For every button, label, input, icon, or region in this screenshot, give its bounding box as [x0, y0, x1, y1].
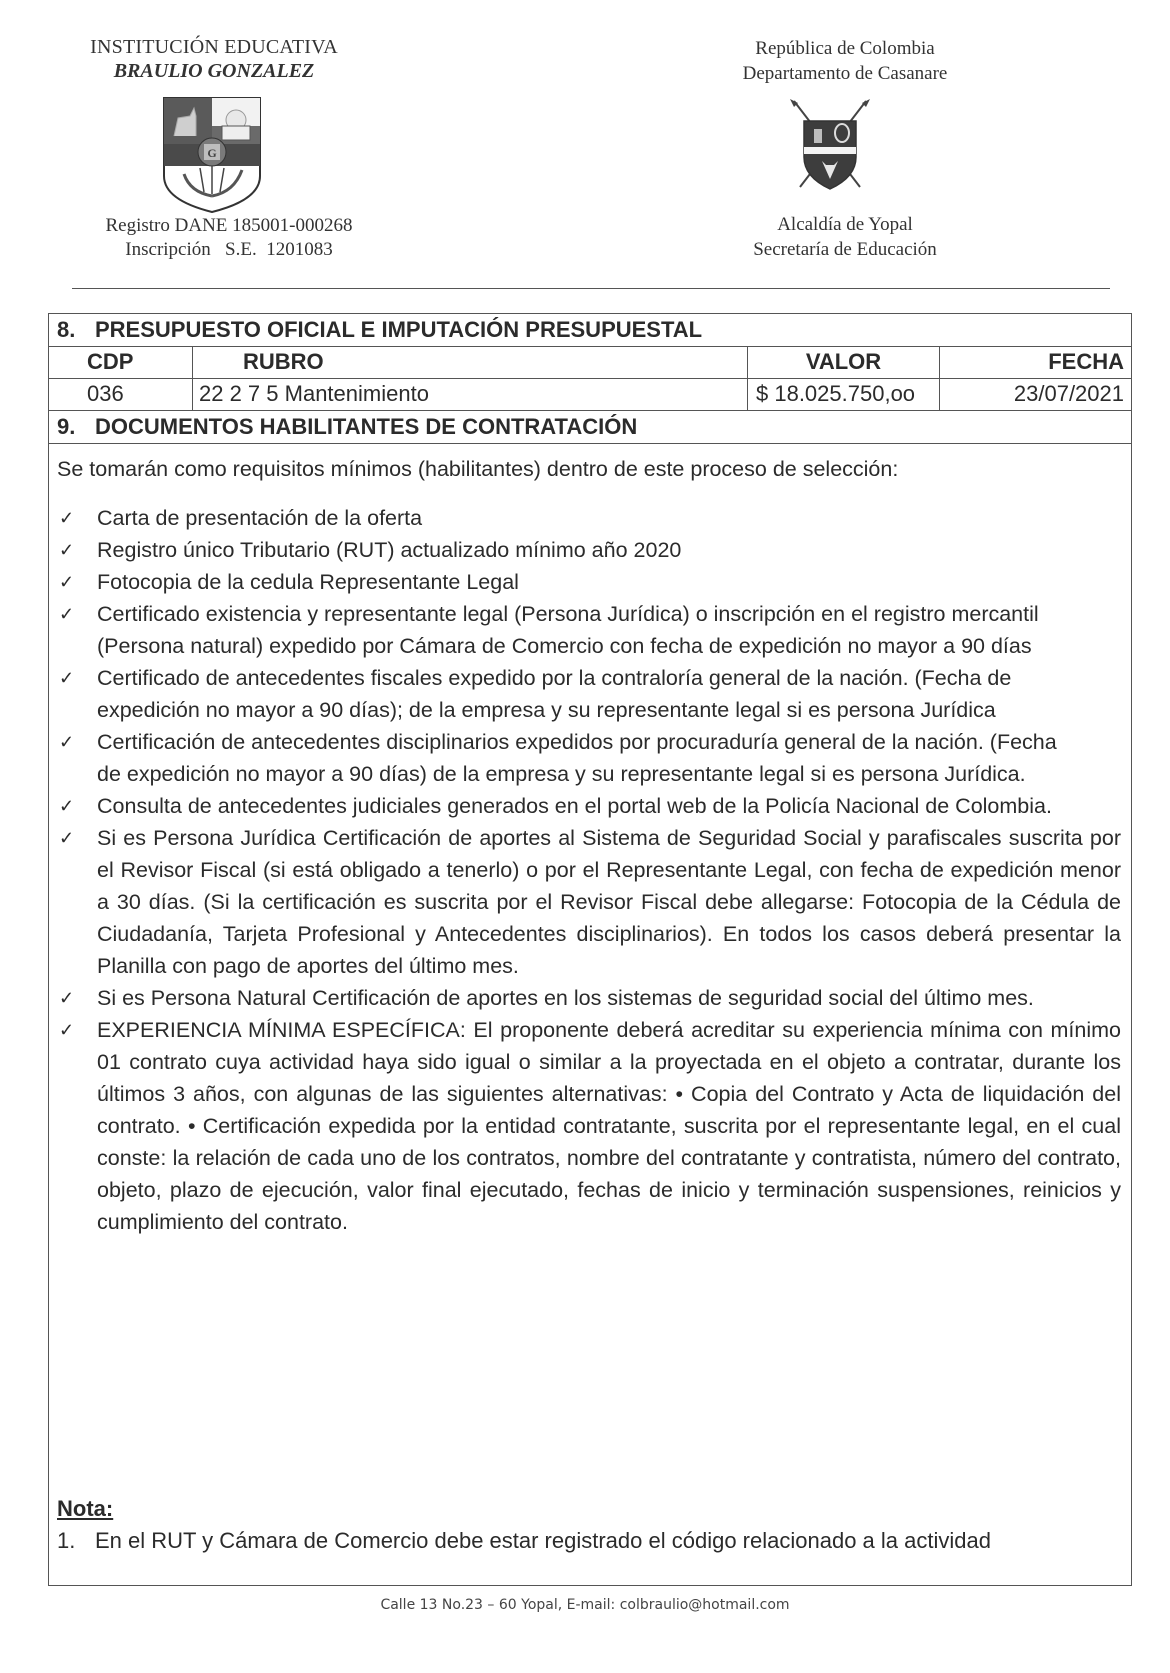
checkmark-icon: ✓ [59, 796, 75, 816]
cell-valor: $ 18.025.750,oo [748, 379, 940, 410]
alcaldia-name: Alcaldía de Yopal [777, 214, 913, 235]
budget-table-row [49, 379, 1131, 411]
checkmark-icon: ✓ [59, 540, 75, 560]
column-header-valor: VALOR [748, 347, 940, 378]
column-header-cdp: CDP [49, 347, 193, 378]
nota-label: Nota: [57, 1496, 114, 1521]
requirement-item: ✓ Certificado existencia y representante legal (Persona Jurídica) o inscripción en el registro mercantil (Persona natural) expedido por Cámara de Comercio con fecha de expedición no mayor a 90 días [59, 598, 1121, 662]
page-footer: Calle 13 No.23 – 60 Yopal, E-mail: colbraulio@hotmail.com [380, 1597, 790, 1613]
requirement-item: ✓ Certificado de antecedentes fiscales expedido por la contraloría general de la nación. (Fecha de expedición no mayor a 90 días); de la empresa y su representante legal si es persona Jurídica [59, 662, 1121, 726]
requirement-item: ✓ Carta de presentación de la oferta [59, 502, 1121, 534]
section8-header [49, 314, 1131, 347]
header-divider [72, 288, 1110, 289]
budget-table-header [49, 347, 1131, 379]
column-header-rubro: RUBRO [193, 347, 748, 378]
nota-item-number: 1. [57, 1528, 76, 1553]
column-header-fecha: FECHA [1048, 349, 1124, 374]
section8-title: PRESUPUESTO OFICIAL E IMPUTACIÓN PRESUPUESTAL [95, 317, 703, 342]
checkmark-icon: ✓ [59, 732, 75, 752]
inscripcion-se: Inscripción S.E. 1201083 [125, 239, 333, 260]
checkmark-icon: ✓ [59, 1020, 75, 1040]
institution-name-line2: BRAULIO GONZALEZ [113, 60, 315, 82]
department-name: Departamento de Casanare [742, 63, 948, 84]
requirement-item: ✓ Registro único Tributario (RUT) actualizado mínimo año 2020 [59, 534, 1121, 566]
institution-name-line1: INSTITUCIÓN EDUCATIVA [90, 36, 338, 58]
checkmark-icon: ✓ [59, 828, 75, 848]
crest-letter: G [207, 146, 217, 160]
nota-item-text: En el RUT y Cámara de Comercio debe estar registrado el código relacionado a la actividad [95, 1528, 991, 1553]
institution-header [64, 36, 364, 260]
checkmark-icon: ✓ [59, 604, 75, 624]
requirement-item: ✓ Si es Persona Natural Certificación de aportes en los sistemas de seguridad social del último mes. [59, 982, 1121, 1014]
cell-fecha: 23/07/2021 [1013, 381, 1124, 406]
registro-dane: Registro DANE 185001-000268 [105, 215, 353, 236]
checkmark-icon: ✓ [59, 508, 75, 528]
cell-rubro: 22 2 7 5 Mantenimiento [193, 379, 748, 410]
checkmark-icon: ✓ [59, 988, 75, 1008]
requirement-item: ✓ Consulta de antecedentes judiciales generados en el portal web de la Policía Nacional de Colombia. [59, 790, 1121, 822]
section8-number: 8. [57, 317, 76, 342]
casanare-crest-icon [780, 95, 880, 195]
requirement-item: ✓ Fotocopia de la cedula Representante Legal [59, 566, 1121, 598]
cell-cdp: 036 [49, 379, 193, 410]
republic-name: República de Colombia [755, 38, 935, 59]
section9-title: DOCUMENTOS HABILITANTES DE CONTRATACIÓN [95, 414, 638, 439]
content-frame [48, 313, 1132, 1586]
municipal-header [715, 212, 975, 262]
requirement-item: ✓ EXPERIENCIA MÍNIMA ESPECÍFICA: El proponente deberá acreditar su experiencia mínima con mínimo 01 contrato cuya actividad haya sido igual o similar a la proyectada en el objeto a contratar, durante los últimos 3 años, con algunas de las siguientes alternativas: • Copia del Contrato y Acta de liquidación del contrato. • Certificación expedida por la entidad contratante, suscrita por el representante legal, en el cual conste: la relación de cada uno de los contratos, nombre del contratante y contratista, número del contrato, objeto, plazo de ejecución, valor final ejecutado, fechas de inicio y terminación suspensiones, reinicios y cumplimiento del contrato. [59, 1014, 1121, 1238]
checkmark-icon: ✓ [59, 572, 75, 592]
requirements-list [59, 502, 1121, 1238]
section9-intro: Se tomarán como requisitos mínimos (habilitantes) dentro de este proceso de selección: [57, 457, 899, 481]
checkmark-icon: ✓ [59, 668, 75, 688]
requirement-item: ✓ Si es Persona Jurídica Certificación de aportes al Sistema de Seguridad Social y parafiscales suscrita por el Revisor Fiscal (si está obligado a tenerlo) o por el Representante Legal, con fecha de expedición menor a 30 días. (Si la certificación es suscrita por el Revisor Fiscal debe allegarse: Fotocopia de la Cédula de Ciudadanía, Tarjeta Profesional y Antecedentes disciplinarios). En todos los casos deberá presentar la Planilla con pago de aportes del último mes. [59, 822, 1121, 982]
registration-block [64, 214, 394, 262]
requirement-item: ✓ Certificación de antecedentes disciplinarios expedidos por procuraduría general de la nación. (Fecha de expedición no mayor a 90 días) de la empresa y su representante legal si es persona Jurídica. [59, 726, 1121, 790]
section9-header [49, 411, 1131, 444]
government-header [700, 36, 990, 86]
section9-number: 9. [57, 414, 76, 439]
school-crest-icon [160, 96, 264, 214]
nota-item-1 [57, 1526, 991, 1556]
secretaria-name: Secretaría de Educación [753, 239, 937, 260]
